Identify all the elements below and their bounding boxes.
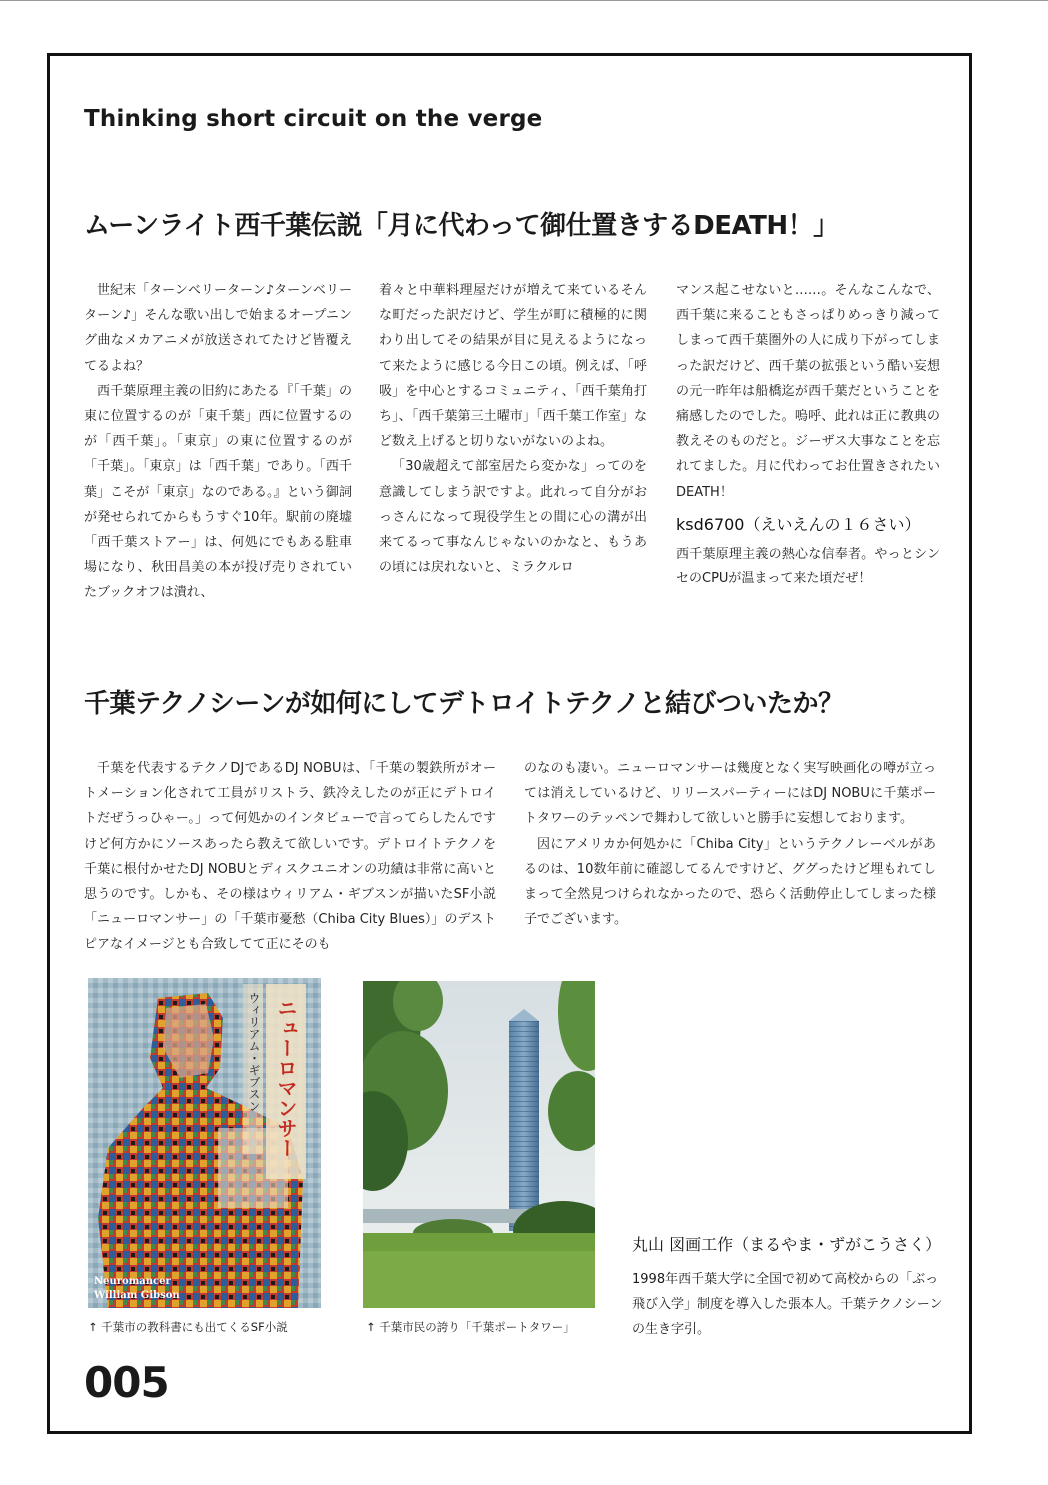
cover-author-en: William Gibson <box>94 1290 180 1301</box>
cover-title-en: Neuromancer <box>94 1276 171 1287</box>
neuromancer-cover-photo <box>88 978 321 1308</box>
chiba-port-tower-photo <box>363 981 595 1308</box>
top-rule <box>0 0 1048 1</box>
article1-column-3 <box>676 278 940 591</box>
article2-column-1 <box>84 756 496 958</box>
article1-column-1 <box>84 278 352 606</box>
article2-paragraph: 因にアメリカか何処かに「Chiba City」というテクノレーベルがあるのは、10数年前に確認してるんですけど、ググったけど埋もれてしまって全然見つけられなかったので、恐らく活動停止してしまった様子でございます。 <box>524 836 936 928</box>
article2-author-bio: 1998年西千葉大学に全国で初めて高校からの「ぶっ飛び入学」制度を導入した張本人。千葉テクノシーンの生き字引。 <box>632 1272 943 1337</box>
article2-column-2 <box>524 756 936 932</box>
article1-column-2 <box>379 278 647 580</box>
article2-paragraph: 千葉を代表するテクノDJであるDJ NOBUは、「千葉の製鉄所がオートメーション化されて工員がリストラ、鉄冷えしたのが正にデトロイトだぜうっひゃー。」って何処かのインタビューで言ってらしたんですけど何方かにソースあったら教えて欲しいです。デトロイトテクノを千葉に根付かせたDJ NOBUとディスクユニオンの功績は非常に高いと思うのです。しかも、その様はウィリアム・ギブスンが描いたSF小説「ニューロマンサー」の「千葉市憂愁（Chiba City Blues）」のデストピアなイメージとも合致してて正にそのも <box>84 761 496 953</box>
article1-paragraph: マンス起こせないと……。そんなこんなで、西千葉に来ることもさっぱりめっきり減ってしまって西千葉圏外の人に成り下がってしまった訳だけど、西千葉の拡張という酷い妄想の元一昨年は船橋迄が西千葉だということを痛感したのでした。嗚呼、此れは正に教典の教えそのものだと。ジーザス大事なことを忘れてました。月に代わってお仕置きされたいDEATH！ <box>676 283 940 500</box>
page-number: 005 <box>84 1358 169 1407</box>
cover-title-jp: ニューロマンサー <box>274 998 298 1158</box>
article1-paragraph: 着々と中華料理屋だけが増えて来ているそんな町だった訳だけど、学生が町に積極的に関わり出してその結果が目に見えるようになって来たように感じる今日この頃。例えば、「呼吸」を中心とするコミュニティ、「西千葉角打ち」、「西千葉第三土曜市」「西千葉工作室」など数え上げると切りないがないのよね。 <box>379 283 647 450</box>
article1-headline: ムーンライト西千葉伝説「月に代わって御仕置きするDEATH！」 <box>84 211 839 241</box>
series-title: Thinking short circuit on the verge <box>84 106 543 132</box>
article1-author-bio: 西千葉原理主義の熱心な信奉者。やっとシンセのCPUが温まって来た頃だぜ！ <box>676 546 940 586</box>
photo1-caption: ↑ 千葉市の教科書にも出てくるSF小説 <box>88 1320 288 1334</box>
photo2-caption: ↑ 千葉市民の誇り「千葉ポートタワー」 <box>366 1320 575 1334</box>
article2-paragraph: のなのも凄い。ニューロマンサーは幾度となく実写映画化の噂が立っては消えしているけど、リリースパーティーにはDJ NOBUに千葉ポートタワーのテッペンで舞わして欲しいと勝手に妄想しております。 <box>524 761 936 827</box>
cover-author-jp: ウィリアム・ギブスン <box>247 992 261 1112</box>
article2-headline: 千葉テクノシーンが如何にしてデトロイトテクノと結びついたか？ <box>84 689 844 719</box>
article2-author-block <box>632 1233 947 1342</box>
article1-paragraph: 世紀末「ターンベリーターン♪ターンベリーターン♪」そんな歌い出しで始まるオープニング曲なメカアニメが放送されてたけど皆覆えてるよね？ <box>84 283 352 374</box>
article2-author: 丸山 図画工作（まるやま・ずがこうさく） <box>632 1235 942 1254</box>
article1-paragraph: 「30歳超えて部室居たら変かな」ってのを意識してしまう訳ですよ。此れって自分がおっさんになって現役学生との間に心の溝が出来てるって事なんじゃないのかなと、もうあの頃には戻れないと、ミラクルロ <box>379 459 647 576</box>
article1-author: ksd6700（えいえんの１６さい） <box>676 514 921 534</box>
article1-paragraph: 西千葉原理主義の旧約にあたる『「千葉」の東に位置するのが「東千葉」西に位置するのが「西千葉」。「東京」の東に位置するのが「千葉」。「東京」は「西千葉」であり。「西千葉」こそが「東京」なのである。』という御詞が発せられてからもうすぐ10年。駅前の廃墟「西千葉ストアー」は、何処にでもある駐車場になり、秋田昌美の本が投げ売りされていたブックオフは潰れ、 <box>84 383 352 601</box>
